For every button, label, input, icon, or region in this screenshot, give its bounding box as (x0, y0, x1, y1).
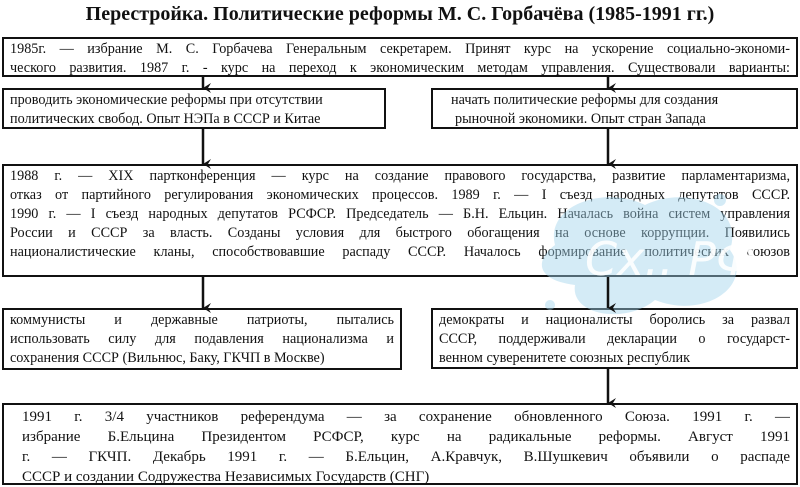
box-line: венном суверенитете союзных республик (439, 350, 691, 366)
box-line: демократы и националисты боролись за развал (439, 312, 790, 328)
box-line: избрание Б.Ельцина Президентом РСФСР, курс на радикальные реформы. Август 1991 (22, 429, 790, 445)
box-line: 1990 г. — I съезд народных депутатов РСФСР. Председатель — Б.Н. Ельцин. Началась война систем управления (10, 206, 790, 222)
box-line: 1985г. — избрание М. С. Горбачева Генеральным секретарем. Принят курс на ускорение социально-экономи- (10, 41, 790, 57)
watermark-dot (714, 194, 726, 206)
box-line: 1991 г. 3/4 участников референдума — за сохранение обновленного Союза. 1991 г. — (22, 409, 790, 425)
box-line: СССР и создании Содружества Независимых Государств (СНГ) (22, 469, 430, 485)
box-line: проводить экономические реформы при отсутствии (10, 92, 323, 108)
box-line: отказ от партийного регулирования экономических процессов. 1989 г. — I съезд народных депутатов СССР. (10, 187, 790, 203)
box-line: националистические кланы, способствовавшие распаду СССР. Началось формирование политических союзов (10, 244, 790, 260)
box-line: коммунисты и державные патриоты, пытались (10, 312, 394, 328)
box-1985-start (2, 37, 798, 77)
box-line: политических свобод. Опыт НЭПа в СССР и Китае (10, 111, 321, 127)
box-line: использовать силу для подавления национализма и (10, 331, 394, 347)
watermark-dot (545, 300, 555, 310)
box-option-economic (2, 88, 386, 129)
box-1991 (2, 403, 798, 485)
box-line: начать политические реформы для создания (451, 92, 719, 108)
box-line: СССР, поддерживали декларации о государст- (439, 331, 790, 347)
box-line: сохранения СССР (Вильнюс, Баку, ГКЧП в Москве) (10, 350, 325, 366)
watermark-logo (515, 175, 765, 325)
box-line: 1988 г. — XIX партконференция — курс на создание правового государства, развитие парламентаризма, (10, 168, 790, 184)
box-line: России и СССР за власть. Созданы условия для быстрого обогащения на основе коррупции. Появились (10, 225, 790, 241)
box-line: рыночной экономики. Опыт стран Запада (455, 111, 706, 127)
box-line: г. — ГКЧП. Декабрь 1991 г. — Б.Ельцин, А.Кравчук, В.Шушкевич объявили о распаде (22, 449, 790, 465)
box-option-political (431, 88, 798, 129)
box-communists (2, 308, 402, 370)
watermark-text: Сх.. РФ (585, 232, 756, 286)
box-line: ческого развития. 1987 г. - курс на переход к экономическим методам управления. Существовали варианты: (10, 60, 790, 76)
page-title: Перестройка. Политические реформы М. С. Горбачёва (1985-1991 гг.) (85, 3, 715, 25)
